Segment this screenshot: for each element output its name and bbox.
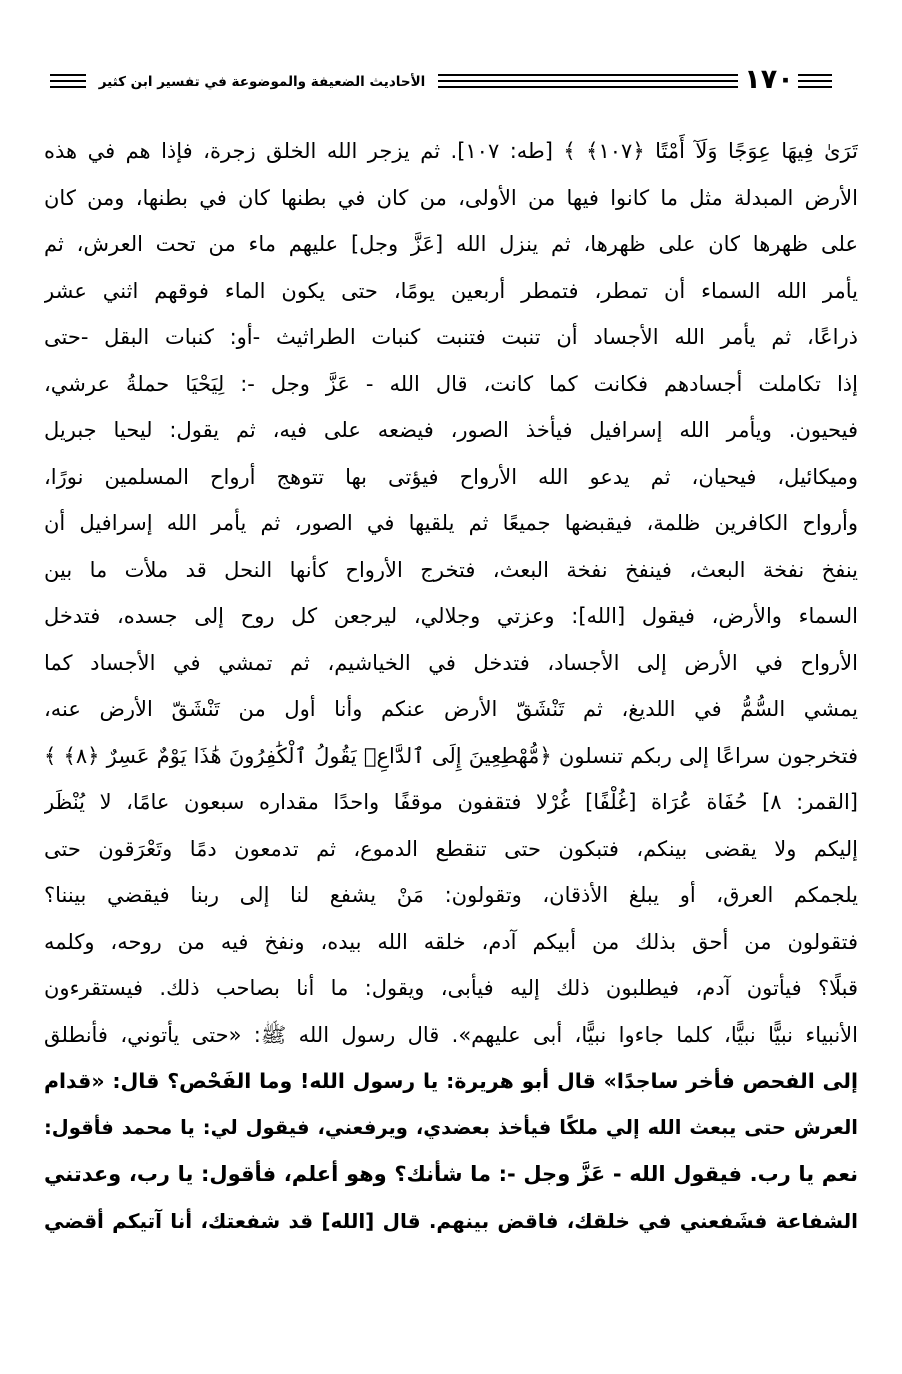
page-header <box>50 62 832 102</box>
text-line: [القمر: ٨] حُفَاة عُرَاة [غُلْفًا] غُرْلا فتقفون موقفًا واحدًا مقداره سبعون عامًا، لا يُنْظَر <box>44 790 858 814</box>
text-line: ذراعًا، ثم يأمر الله الأجساد أن تنبت فتنبت كنبات الطراثيث -أو: كنبات البقل -حتى <box>44 325 858 349</box>
text-line: على ظهرها كان على ظهرها، ثم ينزل الله [عَزَّ وجل] عليهم ماء من تحت العرش، ثم <box>44 232 858 256</box>
text-line: الشفاعة فشَفعني في خلقك، فاقض بينهم. قال [الله] قد شفعتك، أنا آتيكم أقضي <box>44 1208 858 1233</box>
text-line: قبلًا؟ فيأتون آدم، فيطلبون ذلك إليه فيأبى، ويقول: ما أنا بصاحب ذلك. فيستقرءون <box>44 976 858 1000</box>
text-line: وميكائيل، فيحيان، ثم يدعو الله الأرواح فيؤتى بها تتوهج أرواح المسلمين نورًا، <box>44 464 858 489</box>
text-line: فتخرجون سراعًا إلى ربكم تنسلون ﴿مُّهْطِعِينَ إِلَى ٱلدَّاعِۖ يَقُولُ ٱلْكَٰفِرُونَ هَٰذَا يَوْمٌ عَسِرٌ ﴿٨﴾ ﴾ <box>44 743 858 768</box>
text-line: إلى الفحص فأخر ساجدًا» قال أبو هريرة: يا رسول الله! وما الفَحْص؟ قال: «قدام <box>44 1069 858 1093</box>
text-line: نعم يا رب. فيقول الله - عَزَّ وجل -: ما شأنك؟ وهو أعلم، فأقول: يا رب، وعدتني <box>44 1162 858 1186</box>
header-rule-left <box>50 74 86 88</box>
text-line: الأرواح في الأرض إلى الأجساد، فتدخل في الخياشيم، ثم تمشي في الأجساد كما <box>44 650 858 675</box>
text-line: إليكم ولا يقضى بينكم، فتبكون حتى تنقطع الدموع، ثم تدمعون دمًا وتَعْرَقون حتى <box>44 836 858 861</box>
text-line: وأرواح الكافرين ظلمة، فيقبضها جميعًا ثم يلقيها في الصور، ثم يأمر الله إسرافيل أن <box>44 511 858 535</box>
text-line: ينفخ نفخة البعث، فينفخ نفخة البعث، فتخرج الأرواح كأنها النحل قد ملأت ما بين <box>44 557 858 582</box>
text-line: يمشي السُّمُّ في اللديغ، ثم تَنْشَقّ الأرض عنكم وأنا أول من تَنْشَقّ الأرض عنه، <box>44 697 858 721</box>
text-line: تَرَىٰ فِيهَا عِوَجًا وَلَآ أَمْتًا ﴿١٠٧﴾ ﴾ [طه: ١٠٧]. ثم يزجر الله الخلق زجرة، فإذا هم في هذه <box>44 139 858 163</box>
header-rule-middle <box>438 74 738 88</box>
text-line: يلجمكم العرق، أو يبلغ الأذقان، وتقولون: مَنْ يشفع لنا إلى ربنا فيقضي بيننا؟ <box>44 883 858 907</box>
header-rule-right <box>798 74 832 88</box>
text-line: العرش حتى يبعث الله إلي ملكًا فيأخذ بعضدي، ويرفعني، فيقول لي: يا محمد فأقول: <box>44 1115 858 1139</box>
running-title: الأحاديث الضعيفة والموضوعة في تفسير ابن كثير <box>98 74 426 90</box>
text-line: الأنبياء نبيًّا نبيًّا، كلما جاءوا نبيًّا، أبى عليهم». قال رسول الله ﷺ: «حتى يأتوني، فأنطلق <box>44 1022 858 1047</box>
text-line: فيحيون. ويأمر الله إسرافيل فيأخذ الصور، فيضعه على فيه، ثم يقول: ليحيا جبريل <box>44 418 858 442</box>
text-line: فتقولون من أحق بذلك من أبيكم آدم، خلقه الله بيده، ونفخ فيه من روحه، وكلمه <box>44 929 858 954</box>
text-line: السماء والأرض، فيقول [الله]: وعزتي وجلالي، ليرجعن كل روح إلى جسده، فتدخل <box>44 604 858 628</box>
page-number: ١٧٠ <box>744 64 794 95</box>
text-line: إذا تكاملت أجسادهم فكانت كما كانت، قال الله - عَزَّ وجل -: لِيَحْيَا حملةُ عرشي، <box>44 371 858 396</box>
text-line: يأمر الله السماء أن تمطر، فتمطر أربعين يومًا، حتى يكون الماء فوقهم اثني عشر <box>44 278 858 303</box>
text-line: الأرض المبدلة مثل ما كانوا فيها من الأولى، من كان في بطنها كان في بطنها، ومن كان <box>44 185 858 210</box>
body-text <box>44 128 858 1244</box>
